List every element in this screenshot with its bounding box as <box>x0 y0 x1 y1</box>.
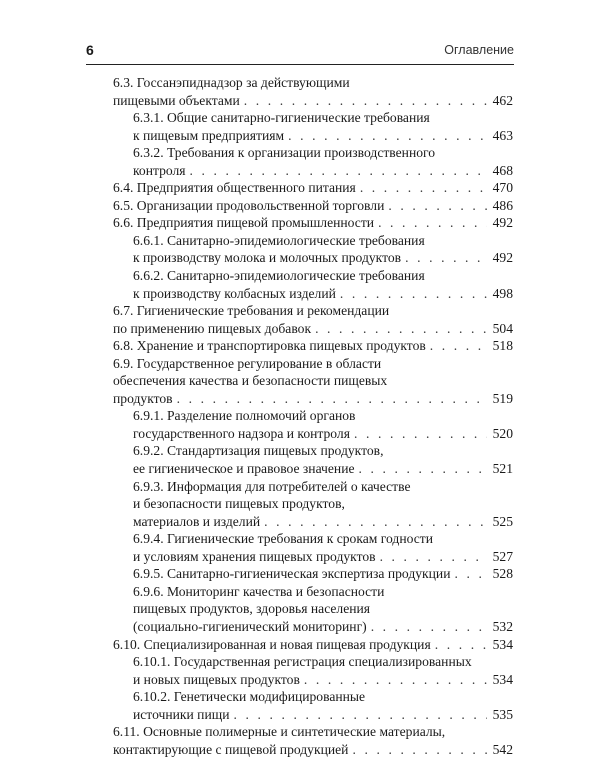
toc-page-number: 519 <box>492 390 513 406</box>
toc-entry-title-line: 6.10. Специализированная и новая пищевая продукция <box>113 636 431 652</box>
toc-dot-leader <box>388 197 487 215</box>
toc-entry[interactable] <box>113 232 513 267</box>
running-title: Оглавление <box>444 43 514 57</box>
toc-entry-title-line: 6.9. Государственное регулирование в области <box>113 355 382 371</box>
toc-entry[interactable] <box>113 144 513 179</box>
toc-entry[interactable] <box>113 109 513 144</box>
toc-entry-title-line: 6.9.2. Стандартизация пищевых продуктов, <box>133 443 384 459</box>
toc-entry[interactable] <box>113 636 513 654</box>
toc-page-number: 534 <box>492 636 513 652</box>
toc-entry[interactable] <box>113 407 513 442</box>
toc-dot-leader <box>405 249 487 267</box>
toc-entry-title-line: 6.9.5. Санитарно-гигиеническая экспертиза продукции <box>133 566 451 582</box>
toc-entry-title-line: к пищевым предприятиям <box>133 127 285 143</box>
toc-page-number: 504 <box>492 320 513 336</box>
toc-dot-leader <box>315 320 487 338</box>
toc-entry[interactable] <box>113 583 513 636</box>
toc-entry[interactable] <box>113 565 513 583</box>
toc-entry-title-line: (социально-гигиенический мониторинг) <box>133 618 367 634</box>
toc-dot-leader <box>352 741 487 758</box>
toc-entry-title-line: 6.11. Основные полимерные и синтетические материалы, <box>113 724 446 740</box>
toc-dot-leader <box>233 706 487 724</box>
toc-page-number: 535 <box>492 706 513 722</box>
toc-entry[interactable] <box>113 355 513 408</box>
toc-entry-title-line: обеспечения качества и безопасности пищевых <box>113 373 388 389</box>
toc-page-number: 492 <box>492 215 513 231</box>
toc-page-number: 532 <box>492 618 513 634</box>
toc-entry-title-line: 6.9.6. Мониторинг качества и безопасности <box>133 583 385 599</box>
toc-page-number: 468 <box>492 162 513 178</box>
toc-page-number: 470 <box>492 180 513 196</box>
toc-entry[interactable] <box>113 478 513 531</box>
toc-page-number: 534 <box>492 671 513 687</box>
toc-entry-title-line: и безопасности пищевых продуктов, <box>133 496 345 512</box>
toc-entry-title-line: 6.3.1. Общие санитарно-гигиенические требования <box>133 110 430 126</box>
header-rule <box>86 64 514 65</box>
toc-entry[interactable] <box>113 214 513 232</box>
toc-dot-leader <box>354 425 487 443</box>
toc-entry-title-line: 6.9.1. Разделение полномочий органов <box>133 408 356 424</box>
toc-dot-leader <box>264 513 487 531</box>
toc-dot-leader <box>454 565 487 583</box>
toc-entry[interactable] <box>113 197 513 215</box>
toc-page-number: 498 <box>492 285 513 301</box>
toc-dot-leader <box>190 162 487 180</box>
toc-page-number: 463 <box>492 127 513 143</box>
toc-dot-leader <box>340 285 487 303</box>
toc-page-number: 521 <box>492 461 513 477</box>
toc-page-number: 528 <box>492 566 513 582</box>
toc-dot-leader <box>360 179 487 197</box>
toc-dot-leader <box>288 127 487 145</box>
toc-entry-title-line: 6.8. Хранение и транспортировка пищевых продуктов <box>113 338 426 354</box>
page-header <box>86 42 514 62</box>
toc-dot-leader <box>304 671 487 689</box>
toc-page-number: 492 <box>492 250 513 266</box>
toc-page-number: 518 <box>492 338 513 354</box>
toc-entry-title-line: 6.7. Гигиенические требования и рекомендации <box>113 303 390 319</box>
toc-page-number: 486 <box>492 197 513 213</box>
toc-entry[interactable] <box>113 267 513 302</box>
toc-entry-title-line: 6.3.2. Требования к организации производственного <box>133 145 436 161</box>
toc-page-number: 527 <box>492 548 513 564</box>
toc-page-number: 520 <box>492 425 513 441</box>
toc-dot-leader <box>435 636 487 654</box>
toc-dot-leader <box>430 337 487 355</box>
toc-entry[interactable] <box>113 530 513 565</box>
toc-entry-title-line: продуктов <box>113 390 173 406</box>
toc-page-number: 542 <box>492 741 513 757</box>
toc-entry[interactable] <box>113 337 513 355</box>
toc-entry-title-line: ее гигиеническое и правовое значение <box>133 461 355 477</box>
toc-entry[interactable] <box>113 179 513 197</box>
toc-entry-title-line: 6.10.2. Генетически модифицированные <box>133 689 366 705</box>
toc-dot-leader <box>359 460 487 478</box>
toc-entry-title-line: 6.6.1. Санитарно-эпидемиологические требования <box>133 232 425 248</box>
toc-dot-leader <box>244 92 487 110</box>
toc-entry-title-line: 6.9.3. Информация для потребителей о качестве <box>133 478 411 494</box>
toc-entry[interactable] <box>113 688 513 723</box>
toc-entry-title-line: государственного надзора и контроля <box>133 425 350 441</box>
toc-entry[interactable] <box>113 442 513 477</box>
toc-entry-title-line: 6.3. Госсанэпиднадзор за действующими <box>113 75 350 90</box>
toc-entry-title-line: контроля <box>133 162 186 178</box>
toc-entry-title-line: материалов и изделий <box>133 513 261 529</box>
toc-entry[interactable] <box>113 302 513 337</box>
toc-entry-title-line: 6.5. Организации продовольственной торговли <box>113 197 385 213</box>
toc-entry-title-line: пищевых продуктов, здоровья населения <box>133 601 371 617</box>
toc-entry-title-line: по применению пищевых добавок <box>113 320 312 336</box>
page-number: 6 <box>86 42 94 58</box>
toc-entry-title-line: и новых пищевых продуктов <box>133 671 300 687</box>
toc-entry[interactable] <box>113 74 513 109</box>
toc-dot-leader <box>380 548 487 566</box>
table-of-contents <box>113 74 513 758</box>
toc-entry-title-line: 6.6. Предприятия пищевой промышленности <box>113 215 375 231</box>
toc-entry-title-line: контактирующие с пищевой продукцией <box>113 741 349 757</box>
toc-entry-title-line: источники пищи <box>133 706 230 722</box>
toc-dot-leader <box>177 390 487 408</box>
toc-entry-title-line: к производству молока и молочных продуктов <box>133 250 402 266</box>
toc-entry-title-line: и условиям хранения пищевых продуктов <box>133 548 376 564</box>
toc-dot-leader <box>371 618 487 636</box>
toc-entry[interactable] <box>113 653 513 688</box>
toc-entry-title-line: 6.9.4. Гигиенические требования к срокам годности <box>133 531 433 547</box>
toc-entry-title-line: к производству колбасных изделий <box>133 285 336 301</box>
toc-page-number: 525 <box>492 513 513 529</box>
toc-entry-title-line: 6.4. Предприятия общественного питания <box>113 180 356 196</box>
toc-entry[interactable] <box>113 723 513 758</box>
toc-dot-leader <box>378 214 487 232</box>
toc-entry-title-line: пищевыми объектами <box>113 92 240 108</box>
toc-page-number: 462 <box>492 92 513 108</box>
toc-entry-title-line: 6.6.2. Санитарно-эпидемиологические требования <box>133 268 425 284</box>
toc-entry-title-line: 6.10.1. Государственная регистрация специализированных <box>133 654 472 670</box>
